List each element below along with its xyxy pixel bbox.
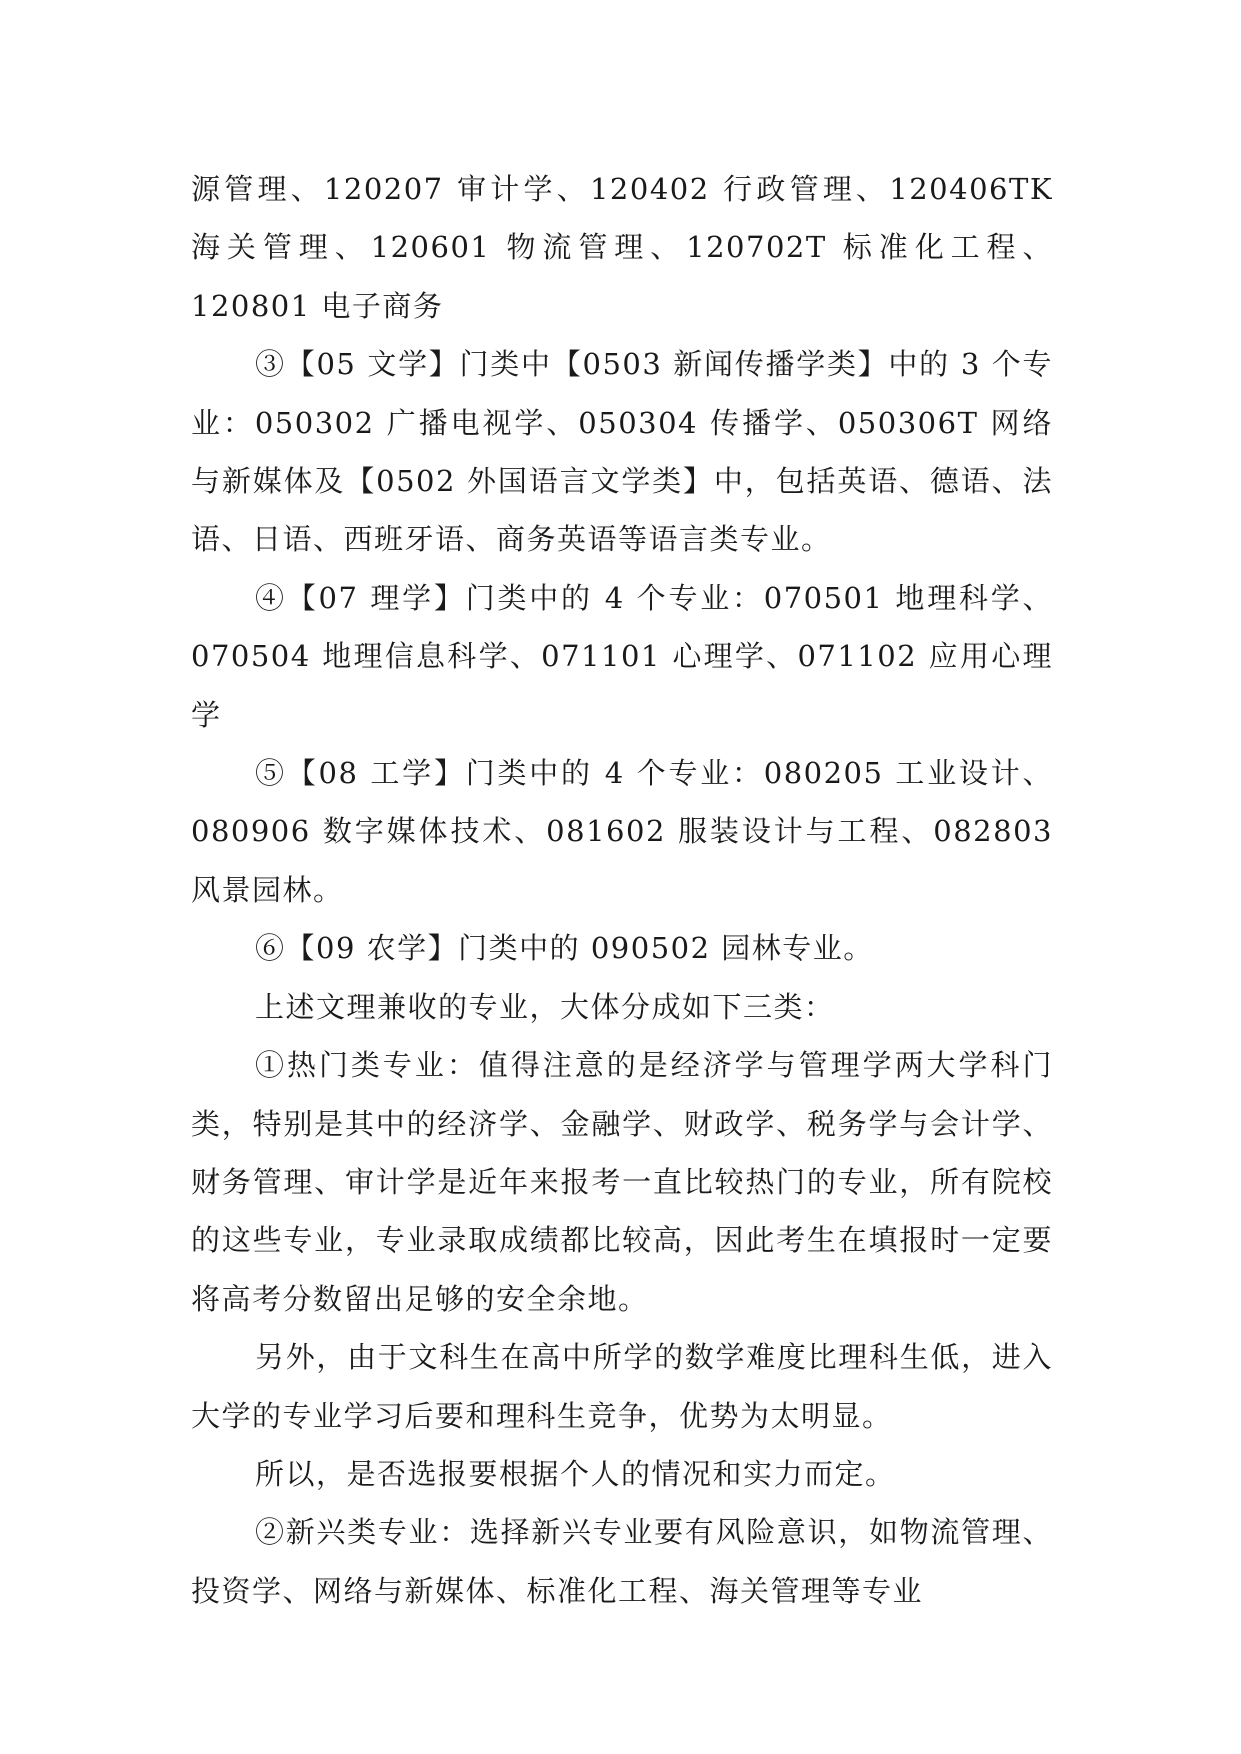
paragraph-continued-majors-list: 源管理、120207 审计学、120402 行政管理、120406TK 海关管理、120601 物流管理、120702T 标准化工程、120801 电子商务 xyxy=(191,172,1053,323)
paragraph-engineering-majors: ⑤【08 工学】门类中的 4 个专业：080205 工业设计、080906 数字媒体技术、081602 服装设计与工程、082803 风景园林。 xyxy=(191,756,1053,907)
paragraph-agriculture-majors: ⑥【09 农学】门类中的 090502 园林专业。 xyxy=(255,931,874,966)
paragraph-science-majors: ④【07 理学】门类中的 4 个专业：070501 地理科学、070504 地理信息科学、071101 心理学、071102 应用心理学 xyxy=(191,580,1053,732)
paragraph-three-categories-intro: 上述文理兼收的专业，大体分成如下三类： xyxy=(255,989,835,1024)
paragraph-emerging-majors: ②新兴类专业：选择新兴专业要有风险意识，如物流管理、投资学、网络与新媒体、标准化工程、海关管理等专业 xyxy=(191,1515,1053,1608)
paragraph-liberal-arts-note: 另外，由于文科生在高中所学的数学难度比理科生低，进入大学的专业学习后要和理科生竞争，优势为太明显。 xyxy=(191,1340,1053,1433)
paragraph-decision-note: 所以，是否选报要根据个人的情况和实力而定。 xyxy=(255,1456,896,1491)
document-body xyxy=(191,160,1053,1620)
paragraph-popular-majors: ①热门类专业：值得注意的是经济学与管理学两大学科门类，特别是其中的经济学、金融学、财政学、税务学与会计学、财务管理、审计学是近年来报考一直比较热门的专业，所有院校的这些专业，专业录取成绩都比较高，因此考生在填报时一定要将高考分数留出足够的安全余地。 xyxy=(191,1048,1053,1316)
paragraph-literature-majors: ③【05 文学】门类中【0503 新闻传播学类】中的 3 个专业：050302 广播电视学、050304 传播学、050306T 网络与新媒体及【0502 外国语言文学类】中，包括英语、德语、法语、日语、西班牙语、商务英语等语言类专业。 xyxy=(191,347,1053,557)
